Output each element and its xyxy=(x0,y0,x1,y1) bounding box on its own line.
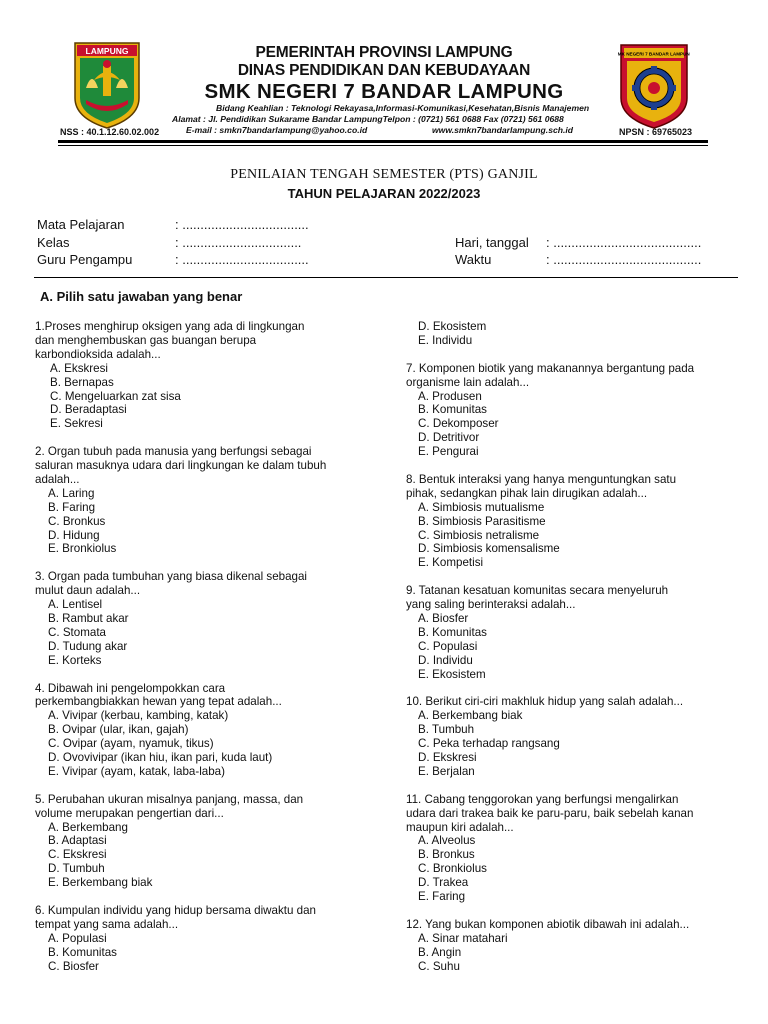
option-c[interactable]: C. Ovipar (ayam, nyamuk, tikus) xyxy=(48,737,214,751)
kop-divider-thin xyxy=(58,145,708,146)
option-b[interactable]: B. Ovipar (ular, ikan, gajah) xyxy=(48,723,189,737)
option-b[interactable]: B. Komunitas xyxy=(418,625,487,639)
option-d[interactable]: D. Beradaptasi xyxy=(50,403,127,417)
option-b[interactable]: B. Bernapas xyxy=(50,375,114,389)
option-e[interactable]: E. Ekosistem xyxy=(418,667,486,681)
questions-left-column xyxy=(35,320,375,987)
option-e[interactable]: E. Vivipar (ayam, katak, laba-laba) xyxy=(48,764,225,778)
question-4 xyxy=(35,682,375,779)
option-a[interactable]: A. Lentisel xyxy=(48,598,103,612)
option-a[interactable]: A. Populasi xyxy=(48,931,107,945)
option-a[interactable]: A. Biosfer xyxy=(418,611,469,625)
option-d[interactable]: D. Tumbuh xyxy=(48,862,105,876)
question-12 xyxy=(406,918,736,974)
option-a[interactable]: A. Vivipar (kerbau, kambing, katak) xyxy=(48,709,229,723)
question-6 xyxy=(35,904,375,974)
option-a[interactable]: A. Berkembang xyxy=(48,820,128,834)
subject-label: Mata Pelajaran xyxy=(37,217,125,232)
question-text: 10. Berikut ciri-ciri makhluk hidup yang salah adalah... xyxy=(406,695,684,709)
option-b[interactable]: B. Rambut akar xyxy=(48,612,129,625)
option-b[interactable]: B. Faring xyxy=(48,500,96,514)
class-field[interactable]: : ................................. xyxy=(175,235,302,250)
option-d[interactable]: D. Hidung xyxy=(48,528,100,542)
time-label: Waktu xyxy=(455,252,492,267)
question-text: 9. Tatanan kesatuan komunitas secara menyeluruh yang saling berinteraksi adalah... xyxy=(406,584,669,612)
option-b[interactable]: B. Tumbuh xyxy=(418,723,475,737)
kop-bidang-keahlian: Bidang Keahlian : Teknologi Rekayasa,Informasi-Komunikasi,Kesehatan,Bisnis Manajemen xyxy=(216,103,590,113)
option-e[interactable]: E. Berjalan xyxy=(418,764,475,778)
option-b[interactable]: B. Simbiosis Parasitisme xyxy=(418,514,546,528)
kop-government-line: PEMERINTAH PROVINSI LAMPUNG xyxy=(255,44,513,61)
option-c[interactable]: C. Biosfer xyxy=(48,959,99,973)
option-c[interactable]: C. Ekskresi xyxy=(48,848,107,862)
question-11 xyxy=(406,793,736,904)
emblem-text: SMK NEGERI 7 BANDAR LAMPUNG xyxy=(618,51,690,57)
option-b[interactable]: B. Komunitas xyxy=(418,403,487,417)
kop-email: E-mail : smkn7bandarlampung@yahoo.co.id xyxy=(186,125,368,135)
option-c[interactable]: C. Simbiosis netralisme xyxy=(418,528,540,542)
question-text: 5. Perubahan ukuran misalnya panjang, massa, dan volume merupakan pengertian dari... xyxy=(35,792,304,820)
question-10 xyxy=(406,695,736,778)
option-e[interactable]: E. Korteks xyxy=(48,653,102,667)
kop-divider-thick xyxy=(58,140,708,143)
question-text: 3. Organ pada tumbuhan yang biasa dikenal sebagai mulut daun adalah... xyxy=(35,570,308,598)
question-text: 1.Proses menghirup oksigen yang ada di lingkungan dan menghembuskan gas buangan berupa karbondioksida adalah... xyxy=(35,320,305,361)
option-d[interactable]: D. Tudung akar xyxy=(48,639,128,653)
time-field[interactable]: : ......................................... xyxy=(546,252,702,267)
teacher-field[interactable]: : ................................... xyxy=(175,252,309,267)
questions-right-column xyxy=(406,320,736,987)
date-label: Hari, tanggal xyxy=(455,235,529,250)
option-a[interactable]: A. Laring xyxy=(48,486,95,500)
option-a[interactable]: A. Ekskresi xyxy=(50,361,108,375)
kop-website: www.smkn7bandarlampung.sch.id xyxy=(432,125,574,135)
question-8 xyxy=(406,473,736,570)
question-text: 12. Yang bukan komponen abiotik dibawah ini adalah... xyxy=(406,917,690,931)
option-e[interactable]: E. Bronkiolus xyxy=(48,542,117,556)
option-e[interactable]: E. Kompetisi xyxy=(418,556,484,570)
question-text: 4. Dibawah ini pengelompokkan cara perkembangbiakkan hewan yang tepat adalah... xyxy=(35,681,282,709)
academic-year: TAHUN PELAJARAN 2022/2023 xyxy=(287,186,481,201)
option-d[interactable]: D. Detritivor xyxy=(418,431,480,445)
identity-divider xyxy=(34,277,738,278)
option-c[interactable]: C. Stomata xyxy=(48,625,106,639)
school-emblem xyxy=(618,42,690,130)
option-d[interactable]: D. Ovovivipar (ikan hiu, ikan pari, kuda laut) xyxy=(48,751,273,765)
question-6-continuation xyxy=(406,320,736,348)
option-e[interactable]: E. Pengurai xyxy=(418,445,479,459)
option-d[interactable]: D. Individu xyxy=(418,653,473,667)
nss-number: NSS : 40.1.12.60.02.002 xyxy=(60,127,160,137)
question-7 xyxy=(406,362,736,459)
date-field[interactable]: : ......................................... xyxy=(546,235,702,250)
option-c[interactable]: C. Mengeluarkan zat sisa xyxy=(50,389,181,403)
option-c[interactable]: C. Bronkiolus xyxy=(418,862,487,876)
teacher-label: Guru Pengampu xyxy=(37,252,133,267)
emblem-text: LAMPUNG xyxy=(85,46,129,56)
option-e[interactable]: E. Faring xyxy=(418,890,466,904)
school-name: SMK NEGERI 7 BANDAR LAMPUNG xyxy=(204,80,564,103)
subject-field[interactable]: : ................................... xyxy=(175,217,309,232)
option-c[interactable]: C. Bronkus xyxy=(48,514,106,528)
question-text: 6. Kumpulan individu yang hidup bersama diwaktu dan tempat yang sama adalah... xyxy=(35,903,317,931)
question-3 xyxy=(35,570,375,667)
option-b[interactable]: B. Angin xyxy=(418,945,462,959)
option-e[interactable]: E. Individu xyxy=(418,333,473,347)
question-2 xyxy=(35,445,375,556)
section-a-heading: A. Pilih satu jawaban yang benar xyxy=(40,289,243,304)
option-b[interactable]: B. Komunitas xyxy=(48,945,117,959)
question-9 xyxy=(406,584,736,681)
option-d[interactable]: D. Ekskresi xyxy=(418,751,477,765)
option-a[interactable]: A. Produsen xyxy=(418,389,482,403)
option-c[interactable]: C. Peka terhadap rangsang xyxy=(418,737,560,751)
option-c[interactable]: C. Suhu xyxy=(418,959,460,973)
option-e[interactable]: E. Berkembang biak xyxy=(48,876,153,890)
option-c[interactable]: C. Dekomposer xyxy=(418,417,499,431)
question-5 xyxy=(35,793,375,890)
question-text: 11. Cabang tenggorokan yang berfungsi mengalirkan udara dari trakea baik ke paru-paru, baik sebelah kanan maupun kiri adalah... xyxy=(406,792,694,834)
option-e[interactable]: E. Sekresi xyxy=(50,417,103,431)
option-d[interactable]: D. Simbiosis komensalisme xyxy=(418,542,560,556)
option-a[interactable]: A. Alveolus xyxy=(418,834,476,848)
option-a[interactable]: A. Sinar matahari xyxy=(418,931,508,945)
option-a[interactable]: A. Berkembang biak xyxy=(418,709,523,723)
option-b[interactable]: B. Bronkus xyxy=(418,848,475,862)
option-d[interactable]: D. Trakea xyxy=(418,876,469,890)
option-d[interactable]: D. Ekosistem xyxy=(418,320,487,333)
option-a[interactable]: A. Simbiosis mutualisme xyxy=(418,500,545,514)
class-label: Kelas xyxy=(37,235,70,250)
kop-address: Alamat : Jl. Pendidikan Sukarame Bandar LampungTelpon : (0721) 561 0688 Fax (0721) 561 0688 xyxy=(172,114,564,124)
question-text: 8. Bentuk interaksi yang hanya menguntungkan satu pihak, sedangkan pihak lain dirugikan adalah... xyxy=(406,472,677,500)
question-text: 7. Komponen biotik yang makanannya bergantung pada organisme lain adalah... xyxy=(406,361,695,389)
npsn-number: NPSN : 69765023 xyxy=(619,127,693,137)
exam-title: PENILAIAN TENGAH SEMESTER (PTS) GANJIL xyxy=(230,167,538,182)
kop-department-line: DINAS PENDIDIKAN DAN KEBUDAYAAN xyxy=(237,62,531,79)
option-c[interactable]: C. Populasi xyxy=(418,639,478,653)
option-b[interactable]: B. Adaptasi xyxy=(48,834,107,848)
question-1 xyxy=(35,320,375,431)
question-text: 2. Organ tubuh pada manusia yang berfungsi sebagai saluran masuknya udara dari lingkungan ke dalam tubuh adalah... xyxy=(35,445,327,486)
